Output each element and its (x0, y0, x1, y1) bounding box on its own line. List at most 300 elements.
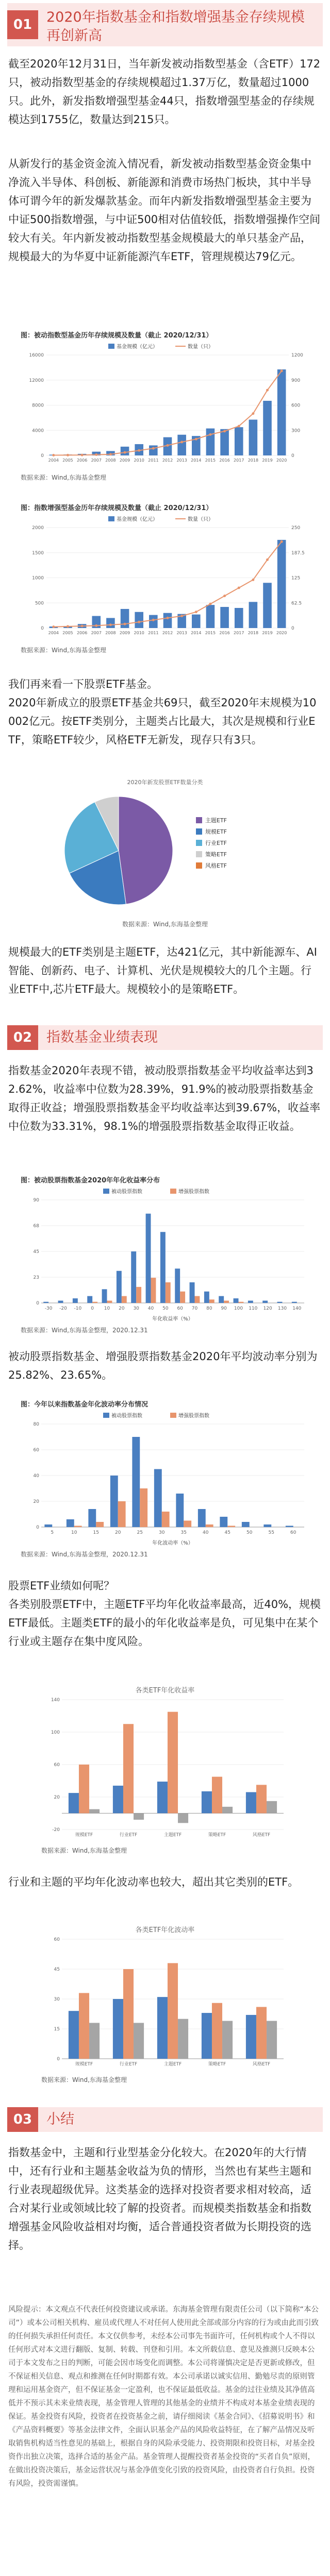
y-tick-label: 45 (54, 1967, 60, 1972)
y2-tick-label: 600 (291, 403, 301, 409)
line-point (95, 453, 97, 456)
line-point (52, 625, 55, 628)
x-tick-label: 2012 (162, 458, 173, 463)
paragraph-3: 我们再来看一下股票ETF基金。 2020年新成立的股票ETF基金共69只，截至2020年末规模为10002亿元。按ETF类别分，主题类占比最大，其次是规模和行业ETF，策略ETF较少，风格ETF无新发，现存只有3只。 (8, 678, 317, 746)
y-tick-label: 0 (41, 453, 44, 459)
x-tick-label: 2008 (105, 458, 116, 463)
x-tick-label: 规模ETF (75, 2062, 93, 2067)
bar (113, 1999, 123, 2059)
line-point (209, 603, 211, 605)
legend-label: 规模ETF (205, 828, 227, 835)
section-number: 02 (7, 1025, 38, 1050)
bar (157, 1997, 168, 2059)
x-tick-label: 90 (221, 1306, 227, 1311)
figure-source: 数据来源：Wind,东海基金整理 (41, 1847, 127, 1854)
x-tick-label: 2014 (191, 631, 202, 635)
bar (222, 2021, 233, 2059)
x-tick-label: 2009 (119, 458, 130, 463)
x-tick-label: 规模ETF (75, 1833, 93, 1838)
bar (248, 1301, 253, 1303)
figure-source: 数据来源：Wind,东海基金整理 (21, 647, 106, 654)
bar (212, 2003, 222, 2059)
x-tick-label: 2018 (248, 631, 259, 635)
bar (176, 1494, 184, 1527)
y-tick-label: 0 (36, 1525, 39, 1530)
section-number: 03 (7, 2107, 38, 2132)
bar (87, 1296, 92, 1303)
paragraph-5: 指数基金2020年表现不错，被动股票指数基金平均收益率达到32.62%，收益率中位数为28.39%，91.9%的被动股票指数基金取得正收益；增强股票指数基金平均收益率达到39.67%，收益率中位数为33.31%，98.1%的增强股票指数基金取得正收益。 (8, 1064, 321, 1132)
x-tick-label: 2004 (48, 458, 59, 463)
bar (106, 618, 115, 629)
bar (110, 1476, 118, 1527)
bar (162, 1512, 170, 1527)
y-tick-label: 90 (33, 1198, 39, 1203)
bar (123, 1724, 134, 1813)
x-tick-label: 60 (177, 1306, 183, 1311)
x-tick-label: 45 (224, 1530, 230, 1535)
paragraph-4: 规模最大的ETF类别是主题ETF，达421亿元，其中新能源车、AI智能、创新药、电子、计算机、光伏是规模较大的几个主题。行业ETF中,芯片ETF最大。规模较小的是策略ETF。 (8, 946, 317, 995)
bar (74, 1526, 82, 1528)
legend-swatch (196, 840, 202, 846)
line-point (52, 454, 55, 456)
x-tick-label: 2018 (248, 458, 259, 463)
y2-tick-label: 0 (291, 453, 294, 459)
x-tick-label: 2013 (176, 458, 187, 463)
x-tick-label: 2020 (276, 458, 287, 463)
x-tick-label: 2020 (276, 631, 287, 635)
x-tick-label: 30 (159, 1530, 165, 1535)
bar (175, 1268, 180, 1303)
x-tick-label: 55 (268, 1530, 274, 1535)
bar (202, 2013, 212, 2059)
section-header-03 (7, 2107, 323, 2132)
x-tick-label: 0 (91, 1306, 94, 1311)
bar (89, 1809, 100, 1814)
x-tick-label: 2017 (234, 631, 244, 635)
x-tick-label: 60 (290, 1530, 296, 1535)
x-tick-label: 10 (104, 1306, 110, 1311)
line-point (124, 451, 126, 454)
bar (267, 2021, 277, 2059)
bar (123, 1969, 134, 2059)
y-tick-label: -20 (52, 1827, 60, 1833)
bar (140, 1488, 147, 1527)
y-tick-label: 68 (33, 1224, 39, 1229)
bar (132, 1437, 140, 1527)
line-point (223, 430, 226, 432)
legend-swatch (108, 344, 114, 349)
x-tick-label: 2013 (176, 631, 187, 635)
x-tick-label: 80 (206, 1306, 212, 1311)
bar (227, 1526, 235, 1528)
bar (134, 1814, 144, 1820)
bar-line-chart (21, 512, 309, 643)
x-tick-label: 行业ETF (119, 1833, 138, 1838)
bar (212, 1777, 222, 1814)
bar (184, 1521, 191, 1528)
bar (246, 1792, 256, 1814)
bar (166, 1282, 171, 1303)
bar (195, 1296, 200, 1303)
x-tick-label: 110 (249, 1306, 258, 1311)
bar (43, 1302, 48, 1303)
bar (151, 1278, 156, 1303)
x-tick-label: 100 (234, 1306, 243, 1311)
bar (44, 1524, 52, 1527)
line-point (252, 579, 254, 581)
bar (96, 1522, 104, 1527)
x-tick-label: 25 (137, 1530, 143, 1535)
legend-label: 策略ETF (205, 851, 227, 858)
paragraph-7: 股票ETF业绩如何呢？ 各类别股票ETF中，主题ETF平均年化收益率最高，近40%，规模ETF最低。主题类ETF的最小的年化收益率是负，可见集中在某个行业或主题存在集中度风险。 (8, 1580, 321, 1648)
legend-swatch (196, 817, 202, 823)
x-tick-label: 风格ETF (252, 2062, 271, 2067)
x-tick-label: 策略ETF (208, 1833, 226, 1838)
line-point (138, 621, 140, 623)
figure-source: 数据来源：Wind,东海基金整理，2020.12.31 (21, 1327, 148, 1334)
legend-swatch (103, 1413, 109, 1418)
line-point (195, 438, 197, 440)
x-tick-label: 10 (71, 1530, 77, 1535)
y-tick-label: 2000 (32, 526, 44, 531)
paragraph-6: 被动股票指数基金、增强股票指数基金2020年平均波动率分别为25.82%、23.65%。 (8, 1350, 318, 1381)
line-point (209, 433, 211, 436)
figure-etf-pie (41, 778, 289, 933)
legend-label: 基金规模（亿元） (117, 344, 158, 350)
y-tick-label: 140 (51, 1698, 60, 1703)
y-tick-label: 30 (54, 1997, 60, 2002)
x-tick-label: 2019 (262, 458, 273, 463)
x-tick-label: 2019 (262, 631, 273, 635)
line-point (152, 619, 155, 621)
bar (79, 1993, 89, 2059)
y-tick-label: 80 (33, 1422, 39, 1427)
bar (263, 583, 272, 628)
x-tick-label: 70 (191, 1306, 198, 1311)
section-title: 小结 (46, 2111, 74, 2127)
x-tick-label: 2016 (219, 458, 230, 463)
bar (154, 1469, 162, 1528)
bar (224, 1301, 229, 1303)
y-tick-label: 500 (35, 601, 44, 606)
y-tick-label: 60 (54, 1762, 60, 1768)
x-tick-label: 50 (246, 1530, 253, 1535)
line-point (238, 425, 240, 428)
x-tick-label: 40 (147, 1306, 154, 1311)
x-tick-label: 策略ETF (208, 2062, 226, 2067)
bar (168, 1963, 178, 2059)
grouped-bar-chart (21, 1184, 309, 1324)
bar (262, 1301, 268, 1303)
line-point (124, 623, 126, 625)
grouped-bar-chart (41, 1934, 289, 2073)
x-tick-label: 2007 (91, 631, 102, 635)
figure-title: 图：指数增强型基金历年存续规模及数量（截止 2020/12/31） (21, 504, 213, 512)
bar (249, 420, 258, 455)
bar (204, 1292, 209, 1303)
figure-title: 图：被动股票指数基金2020年年化收益率分布 (21, 1177, 160, 1184)
figure-return-distribution (21, 1175, 309, 1340)
bar (168, 1712, 178, 1814)
bar (58, 1301, 63, 1303)
bar (249, 602, 258, 628)
legend-swatch (170, 1189, 176, 1194)
bar (220, 429, 229, 455)
x-tick-label: 2010 (134, 631, 144, 635)
x-tick-label: 140 (292, 1306, 302, 1311)
bar (73, 1298, 78, 1303)
x-tick-label: 2005 (62, 458, 73, 463)
x-tick-label: 2017 (234, 458, 244, 463)
bar (263, 1524, 271, 1527)
y-tick-label: 60 (54, 1937, 60, 1942)
figure-source: 数据来源：Wind,东海基金整理 (21, 474, 106, 481)
y2-tick-label: 300 (291, 428, 301, 434)
bar (69, 1793, 79, 1813)
x-tick-label: 15 (93, 1530, 99, 1535)
y-tick-label: 8000 (32, 403, 44, 409)
x-tick-label: 2012 (162, 631, 173, 635)
y-tick-label: 15 (54, 2027, 60, 2032)
paragraph-2: 从新发行的基金资金流入情况看，新发被动指数型基金资金集中净流入半导体、科创板、新能源和消费市场热门板块，其中半导体可谓今年的新发爆款基金。而年内新发指数增强型基金主要为中证500指数增强，与中证500相对估值较低，指数增强操作空间较大有关。年内新发被动指数型基金规模最大的单只基金产品，规模最大的为华夏中证新能源汽车ETF，管理规模达79亿元。 (8, 158, 321, 263)
figure-passive-index-scale (21, 330, 309, 489)
bar (292, 1302, 297, 1303)
figure-title: 图：被动指数型基金历年存续规模及数量（截止 2020/12/31） (21, 332, 213, 340)
bar (102, 1289, 107, 1303)
figure-source: 数据来源：Wind,东海基金整理 (122, 921, 208, 928)
x-tick-label: 主题ETF (163, 2062, 182, 2067)
line-point (238, 587, 240, 589)
figure-volatility-distribution (21, 1399, 309, 1564)
legend-label: 基金规模（亿元） (117, 517, 158, 522)
bar (117, 1271, 122, 1303)
line-point (81, 454, 84, 456)
x-tick-label: 2005 (62, 631, 73, 635)
line-point (109, 453, 112, 455)
y2-tick-label: 250 (291, 526, 301, 531)
legend-label: 主题ETF (205, 817, 227, 824)
bar (92, 1302, 97, 1303)
y-tick-label: 4000 (32, 428, 44, 434)
x-tick-label: 120 (263, 1306, 272, 1311)
x-tick-label: 40 (203, 1530, 209, 1535)
paragraph-8: 行业和主题的平均年化波动率也较大，超出其它类别的ETF。 (8, 1876, 299, 1888)
x-tick-label: 2006 (76, 631, 88, 635)
y-tick-label: 45 (33, 1249, 39, 1255)
line-point (252, 412, 254, 415)
line-point (67, 454, 69, 456)
bar (286, 1526, 293, 1528)
bar (220, 607, 229, 628)
grouped-bar-chart (41, 1694, 289, 1844)
section-number: 01 (7, 10, 38, 39)
bar (206, 1524, 213, 1527)
bar (180, 1292, 185, 1303)
x-tick-label: 2015 (205, 631, 216, 635)
legend-swatch (196, 828, 202, 835)
bar (89, 2023, 100, 2059)
bar (163, 613, 172, 628)
bar (222, 1807, 233, 1814)
figure-title: 各类ETF年化波动率 (135, 1926, 195, 1934)
bar (118, 1501, 126, 1527)
line-point (167, 617, 169, 619)
y-tick-label: 20 (54, 1795, 60, 1800)
y-tick-label: 0 (57, 2057, 60, 2062)
x-tick-label: 2015 (205, 458, 216, 463)
bar (219, 1296, 224, 1303)
y-tick-label: 60 (33, 1448, 39, 1453)
bar (206, 429, 215, 455)
y-tick-label: 0 (41, 626, 44, 631)
bar (206, 605, 215, 628)
legend-swatch (196, 851, 202, 857)
line-point (280, 540, 283, 543)
bar (113, 1786, 123, 1814)
risk-disclaimer: 风险提示：本文观点不代表任何投资建议或承诺。东海基金管理有限责任公司（以下简称“本公司”）或本公司相关机构、雇员或代理人不对任何人使用此全部或部分内容的行为或由此而引致的任何损失承担任何责任。本文仅供参考，未经本公司事先书面许可，任何机构或个人不得以任何形式对本文进行翻版、复制、转载、刊登和引用。本文所载信息、意见及推测只反映本公司于本文发布之日的判断，可能会因市场变化而调整。本公司将谨慎决定是否更新或修改，但不保证相关信息、观点和推测在任何时期都有效。本公司承诺以诚实信用、勤勉尽责的原则管理和运用基金资产，但不保证基金一定盈利，也不保证最低收益。基金的过往业绩及其净值高低并不预示其未来业绩表现，基金管理人管理的其他基金的业绩并不构成对本基金业绩表现的保证。基金投资有风险，投资者在投资基金之前，请仔细阅读《基金合同》、《招募说明书》和《产品资料概要》等基金法律文件，全面认识基金产品的风险收益特征，在了解产品情况及听取销售机构适当性意见的基础上，根据自身的风险承受能力、投资期限和投资目标，对基金投资作出独立决策，选择合适的基金产品。基金管理人提醒投资者基金投资的“买者自负”原则，在做出投资决策后，基金运营状况与基金净值变化引致的投资风险，由投资者自行负担。投资有风险，投资需谨慎。 (8, 2306, 319, 2488)
bar (69, 2011, 79, 2059)
line-point (180, 615, 183, 617)
legend-label: 行业ETF (205, 840, 227, 846)
y2-tick-label: 187.5 (291, 550, 305, 556)
line-point (180, 441, 183, 444)
bar (131, 1251, 136, 1303)
line-point (167, 444, 169, 447)
legend-swatch (170, 1413, 176, 1418)
bar (160, 1232, 166, 1303)
bar (277, 1302, 283, 1303)
bar (149, 446, 158, 456)
legend-label: 增强股票指数 (178, 1413, 209, 1419)
bar (192, 615, 201, 628)
bar (277, 540, 286, 628)
x-tick-label: 2011 (148, 458, 159, 463)
legend-label: 风格ETF (205, 862, 227, 869)
bar (157, 1782, 168, 1813)
bar (178, 1814, 188, 1823)
section-title: 指数基金业绩表现 (46, 1029, 158, 1045)
y-tick-label: 100 (51, 1730, 60, 1735)
x-tick-label: 2004 (48, 631, 59, 635)
x-tick-label: -20 (59, 1306, 67, 1311)
bar (107, 1301, 112, 1303)
bar (136, 1287, 141, 1303)
line-point (223, 595, 226, 597)
legend-label: 数量（只） (188, 517, 213, 522)
x-axis-label: 年化波动率（%） (152, 1540, 193, 1546)
figure-title: 2020年新发股票ETF数量分类 (127, 779, 203, 786)
y-tick-label: 40 (33, 1473, 39, 1479)
bar (256, 2007, 267, 2059)
y-tick-label: 12000 (29, 378, 44, 383)
bar (134, 2023, 144, 2059)
line-point (95, 624, 97, 627)
bar-line-chart (21, 340, 309, 471)
x-tick-label: 2016 (219, 631, 230, 635)
grouped-bar-chart (21, 1409, 309, 1548)
section-title: 2020年指数基金和指数增强基金存续规模再创新高 (46, 9, 305, 44)
x-tick-label: 风格ETF (252, 1833, 271, 1838)
legend-swatch (108, 516, 114, 521)
line-point (67, 625, 69, 628)
line-point (280, 369, 283, 372)
x-tick-label: 20 (119, 1306, 125, 1311)
figure-title: 图：今年以来指数基金年化波动率分布情况 (21, 1401, 148, 1409)
paragraph-9: 指数基金中，主题和行业型基金分化较大。在2020年的大行情中，还有行业和主题基金收益为负的情形，当然也有某些主题和行业表现超级优异。这类基金的选择对投资者要求相对较高，适合对某行业或领域比较了解的投资者。而规模类指数基金和指数增强基金风险收益相对均衡，适合普通投资者做为长期投资的选择。 (8, 2146, 311, 2251)
legend-swatch (196, 862, 202, 869)
figure-title: 各类ETF年化收益率 (135, 1687, 195, 1694)
line-point (266, 558, 269, 561)
legend-label: 增强股票指数 (178, 1189, 209, 1195)
bar (121, 447, 129, 455)
y-tick-label: 1500 (32, 550, 44, 556)
bar (190, 1282, 195, 1303)
x-tick-label: -10 (74, 1306, 82, 1311)
x-tick-label: 2008 (105, 631, 116, 635)
bar (146, 1214, 151, 1303)
bar (256, 1785, 267, 1813)
y2-tick-label: 62.5 (291, 601, 302, 606)
bar (198, 1509, 206, 1527)
y-tick-label: 20 (33, 1499, 39, 1504)
x-tick-label: 5 (51, 1530, 54, 1535)
pie-slice (119, 796, 173, 904)
line-point (152, 447, 155, 450)
bar (234, 1298, 239, 1303)
bar (178, 2019, 188, 2059)
x-tick-label: 130 (277, 1306, 287, 1311)
bar (209, 1299, 214, 1303)
x-tick-label: 2010 (134, 458, 144, 463)
x-axis-label: 年化收益率（%） (152, 1316, 193, 1322)
pie-chart (41, 786, 289, 918)
figure-source: 数据来源：Wind,东海基金整理 (41, 2076, 127, 2083)
section-header-02 (7, 1025, 323, 1050)
x-tick-label: 2007 (91, 458, 102, 463)
paragraph-1: 截至2020年12月31日，当年新发被动指数型基金（含ETF）172只，被动指数型基金的存续规模超过1.37万亿，数量超过1000只。此外，新发指数增强型基金44只，指数增强型基金的存续规模达到1755亿，数量达到215只。 (8, 58, 321, 126)
figure-etf-returns (41, 1685, 289, 1860)
legend-label: 数量（只） (188, 344, 213, 350)
x-tick-label: 2009 (119, 631, 130, 635)
bar (277, 369, 286, 455)
bar (220, 1517, 227, 1527)
legend-label: 被动股票指数 (111, 1189, 142, 1195)
x-tick-label: 主题ETF (163, 1833, 182, 1838)
bar (242, 1522, 250, 1527)
x-tick-label: 行业ETF (119, 2062, 138, 2067)
x-tick-label: 2014 (191, 458, 202, 463)
figure-enhanced-index-scale (21, 502, 309, 662)
x-tick-label: -30 (44, 1306, 53, 1311)
bar (122, 1296, 127, 1303)
line-point (266, 389, 269, 392)
x-tick-label: 35 (180, 1530, 187, 1535)
bar (235, 427, 243, 455)
legend-swatch (103, 1189, 109, 1194)
y-tick-label: 16000 (29, 353, 44, 358)
x-tick-label: 20 (115, 1530, 121, 1535)
y2-tick-label: 125 (291, 575, 301, 581)
y-tick-label: 0 (36, 1301, 39, 1306)
legend-label: 被动股票指数 (111, 1413, 142, 1419)
line-point (138, 449, 140, 452)
x-tick-label: 50 (162, 1306, 169, 1311)
x-tick-label: 2006 (76, 458, 88, 463)
bar (239, 1302, 244, 1303)
bar (246, 2015, 256, 2059)
bar (202, 1791, 212, 1814)
section-header-01 (7, 3, 323, 46)
